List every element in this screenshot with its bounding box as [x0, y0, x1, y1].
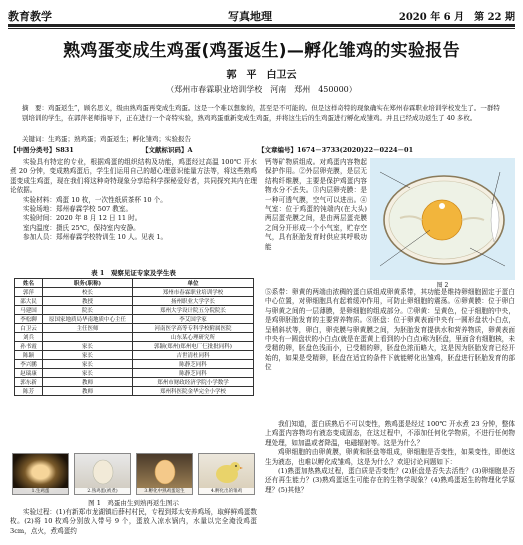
- authors: 郭 平 白卫云: [226, 70, 297, 81]
- table-cell: 李兴鹏: [15, 360, 43, 369]
- abstract: 摘 要：鸡蛋返生”，顾名思义，级由熟鸡蛋再变成生鸡蛋。这是一个难以想象的，甚至是不可能的。但是这样奇特的现象确实在郑州春霖职业培训学校发生了。一群特别培训的学生，在郭萍老师指导下，正在进行一个奇特实验，熟鸡鸡蛋重新变成生鸡蛋，并将这生后的生鸡蛋进行孵化成雏鸡。并且已经成功返生了 40 多枚。: [22, 104, 500, 122]
- table-cell: 李艾国学家: [133, 315, 254, 324]
- header-center: 写真地理: [228, 10, 272, 23]
- paragraph: 我们知道，蛋白质熟后不可以变性，熟鸡蛋是经过 100℃ 开水煮 23 分钟，整体上鸡蛋内容物均有液态变成固态，在这过程中，不添加任何化学物质，不进行任何物理处理，如加温或者降温，电磁辐射等。这是为什么？: [265, 420, 515, 447]
- paragraph: 室内温度：摄氏 25℃，保持室内安静。: [23, 223, 140, 232]
- table-cell: [43, 333, 133, 342]
- table-row: [15, 387, 254, 396]
- photo-chick: [198, 453, 255, 495]
- table-cell: 马建国: [15, 306, 43, 315]
- photo-caption: 3.孵化中熟鸡蛋返生: [137, 488, 192, 494]
- table-cell: 郭颖(郑州)郑州电厂仨批批同科): [133, 342, 254, 351]
- table-cell: 扬州职业大学学长: [133, 297, 254, 306]
- right-column-bottom: [265, 420, 515, 495]
- affiliation: （郑州市春霖职业培训学校 河南 郑州 450000）: [166, 85, 357, 94]
- table-cell: 山东某心理研究所: [133, 333, 254, 342]
- table-cell: 家长: [43, 351, 133, 360]
- table-row: [15, 297, 254, 306]
- header-rule-thin: [8, 28, 515, 29]
- table-cell: 郑州市春霖职业培训学校: [133, 288, 254, 297]
- left-column-bottom: 实验过程：(1)有新郑市龙湖镇后薛村村民，专程到郑太安养鸡场，取鲜鲜鸡蛋数枚。(2)将 10 枚鸡分别放入带号 9 个，蛋放入凉水锅内，水量以完全淹没鸡蛋 3cm，点火，煮鸡蛋约: [10, 508, 257, 535]
- page-header: [8, 6, 515, 24]
- figure-1-caption: 图 1 鸡蛋由生到熟再返生图示: [88, 499, 179, 507]
- table-cell: 教授: [43, 297, 133, 306]
- table-cell: 白卫云: [15, 324, 43, 333]
- clc-code: 【中图分类号】S831: [10, 146, 74, 154]
- table-cell: 赵瑞康: [15, 369, 43, 378]
- photo-caption: 1.生鸡蛋: [13, 488, 68, 494]
- table-row: [15, 342, 254, 351]
- table-row: [15, 360, 254, 369]
- paragraph: 参加人员：郑州春霖学校特训生 10 人。见表 1。: [23, 233, 168, 242]
- table-row: [15, 288, 254, 297]
- table-cell: 邵大民: [15, 297, 43, 306]
- table-header-row: [15, 279, 254, 288]
- table-row: [15, 315, 254, 324]
- table-cell: 李松聊: [15, 315, 43, 324]
- table-row: [15, 333, 254, 342]
- keywords: 关键词：生鸡蛋；熟鸡蛋；鸡蛋返生；孵化雏鸡；实验报告: [22, 135, 191, 143]
- figure-2-caption: 图 2: [436, 282, 449, 289]
- table-cell: 郑州市财政经济学院小学数学: [133, 378, 254, 387]
- right-column-main: ⑤系带：卵黄的两端由浓稠的蛋白质组成卵黄系带，其功能是维持卵细胞固定于蛋白中心位置，对卵细胞具有起着缓冲作用，可防止卵细胞的震荡。⑥卵黄膜：位于卵白与卵黄之间的一层薄膜，是卵细胞的组成部分。⑦卵黄：呈黄色，位于细胞的中央，是鸡卵胚胎发育的主要营养物质。⑧胚盘：位于卵黄表面中央有一圆形盘状小白点，呈稍斜状等，卵白，卵壳膜与卵黄膜之间，为胚胎发育提供水和营养物质，卵黄表面中央有一圆盘状的小白点(就是在蛋黄上看到的小白点)称为胚盘，里面含有细胞核，未受精的卵，胚盘色浅而小，已受精的卵，胚盘色浓而略大，这是因为胚胎发育已经开始的，如果是受精卵，胚盘在适宜的条件下就能孵化出雏鸡，胚盘进行胚胎发育的部位: [265, 288, 515, 372]
- table-cell: 郭东新: [15, 378, 43, 387]
- article-title: 熟鸡蛋变成生鸡蛋(鸡蛋返生)—孵化雏鸡的实验报告: [63, 41, 460, 61]
- table-header-cell: 单位: [133, 279, 254, 288]
- table-cell: 校长: [43, 288, 133, 297]
- table-cell: 原国家地质局华南地质中心主任: [43, 315, 133, 324]
- header-left: 教育教学: [8, 10, 52, 23]
- table-cell: 郑州科医院金华完全小学校: [133, 387, 254, 396]
- table-cell: 陈颖: [15, 351, 43, 360]
- table-header-cell: 姓名: [15, 279, 43, 288]
- table-cell: 家长: [43, 342, 133, 351]
- paragraph: 实验场地：郑州春霖学校 507 教室。: [23, 205, 133, 214]
- table-cell: 家长: [43, 369, 133, 378]
- header-rule: [8, 24, 515, 27]
- table-cell: 陈芳: [15, 387, 43, 396]
- table-cell: 吉世清杜同科: [133, 351, 254, 360]
- paragraph: 实验具有特定的专业，根据鸡蛋的组织结构及功能，鸡蛋经过高温 100℃ 开水煮 20 分钟，变成熟鸡蛋后，学生们运用自己的超心理意识能量方法等，将这些熟鸡蛋变成生鸡蛋，现在我们将这种奇特现象分享给科学探秘爱好者，共同探究其内在理论依据。: [10, 158, 257, 195]
- table-cell: 教师: [43, 387, 133, 396]
- table-row: [15, 378, 254, 387]
- germinal-disc: [439, 203, 445, 209]
- table-title: 表 1 观察见证专家及学生表: [91, 269, 176, 277]
- photo-caption: 2.熟鸡蛋(被煮): [75, 488, 130, 494]
- table-row: [15, 351, 254, 360]
- table-row: [15, 306, 254, 315]
- table-row: [15, 324, 254, 333]
- table-cell: 郑州大学设计院五分院院长: [133, 306, 254, 315]
- table-cell: 刘兵: [15, 333, 43, 342]
- photo-raw-egg: [12, 453, 69, 495]
- table-cell: 家长: [43, 360, 133, 369]
- table-cell: 陈静芝同科: [133, 360, 254, 369]
- paragraph: (1)熟蛋加热熟成过程，蛋白质是否变性？(2)胚盘是否失去活性？(3)卵细胞是否还有再生能力？(3)熟鸡蛋返生可能存在的生物学现象？(4)熟鸡蛋返生的物理化学原理？(5)其他？: [265, 467, 515, 494]
- table-cell: 主任医师: [43, 324, 133, 333]
- witness-table: [14, 278, 254, 396]
- left-column-intro: [10, 158, 257, 243]
- paragraph: 鸡卵细胞的由卵黄膜，卵黄和胚盘等组成，卵细胞是否变性，如果变性，即使这生为液态，也难以孵化成雏鸡，这是为什么？欢迎讨论问题如下：: [265, 448, 515, 466]
- paragraph: 实验时间：2020 年 8 月 12 日 11 时。: [23, 214, 142, 223]
- table-cell: 陈静芝同科: [133, 369, 254, 378]
- photo-caption: 4.孵化出的雏鸡: [199, 488, 254, 494]
- photo-boiled-egg: [74, 453, 131, 495]
- egg-structure-diagram: [370, 158, 515, 280]
- header-right: 2020 年 6 月 第 22 期: [398, 12, 515, 23]
- table-cell: 郭萍: [15, 288, 43, 297]
- table-cell: 教师: [43, 378, 133, 387]
- article-number: 【文章编号】1674－3733(2020)22－0224－01: [258, 146, 414, 154]
- doc-code: 【文献标识码】A: [142, 146, 193, 154]
- table-cell: 河南医学高等专科学校附属医院: [133, 324, 254, 333]
- table-header-cell: 职务(职称): [43, 279, 133, 288]
- table-cell: 孙书霞: [15, 342, 43, 351]
- table-cell: 院长: [43, 306, 133, 315]
- photo-incubating-egg: [136, 453, 193, 495]
- paragraph: 实验材料：鸡蛋 10 枚，一次性纸质茶杯 10 个。: [23, 195, 167, 204]
- figure-1: [12, 453, 256, 495]
- right-column-top: 钙等矿物质组成。对鸡蛋内容物起保护作用。②外层卵壳膜，是层无结构纤维膜，主要是保护鸡蛋内容物水分不丢失。③内层卵壳膜：是一种可透气膜，空气可以进出。④气室：位于鸡蛋的钝端内(在大头)两层蛋壳膜之间，是由两层蛋壳膜之间分开形成一个小气室，贮存空气，具有胚胎发育时供应其呼吸功能: [265, 158, 367, 251]
- table-row: [15, 369, 254, 378]
